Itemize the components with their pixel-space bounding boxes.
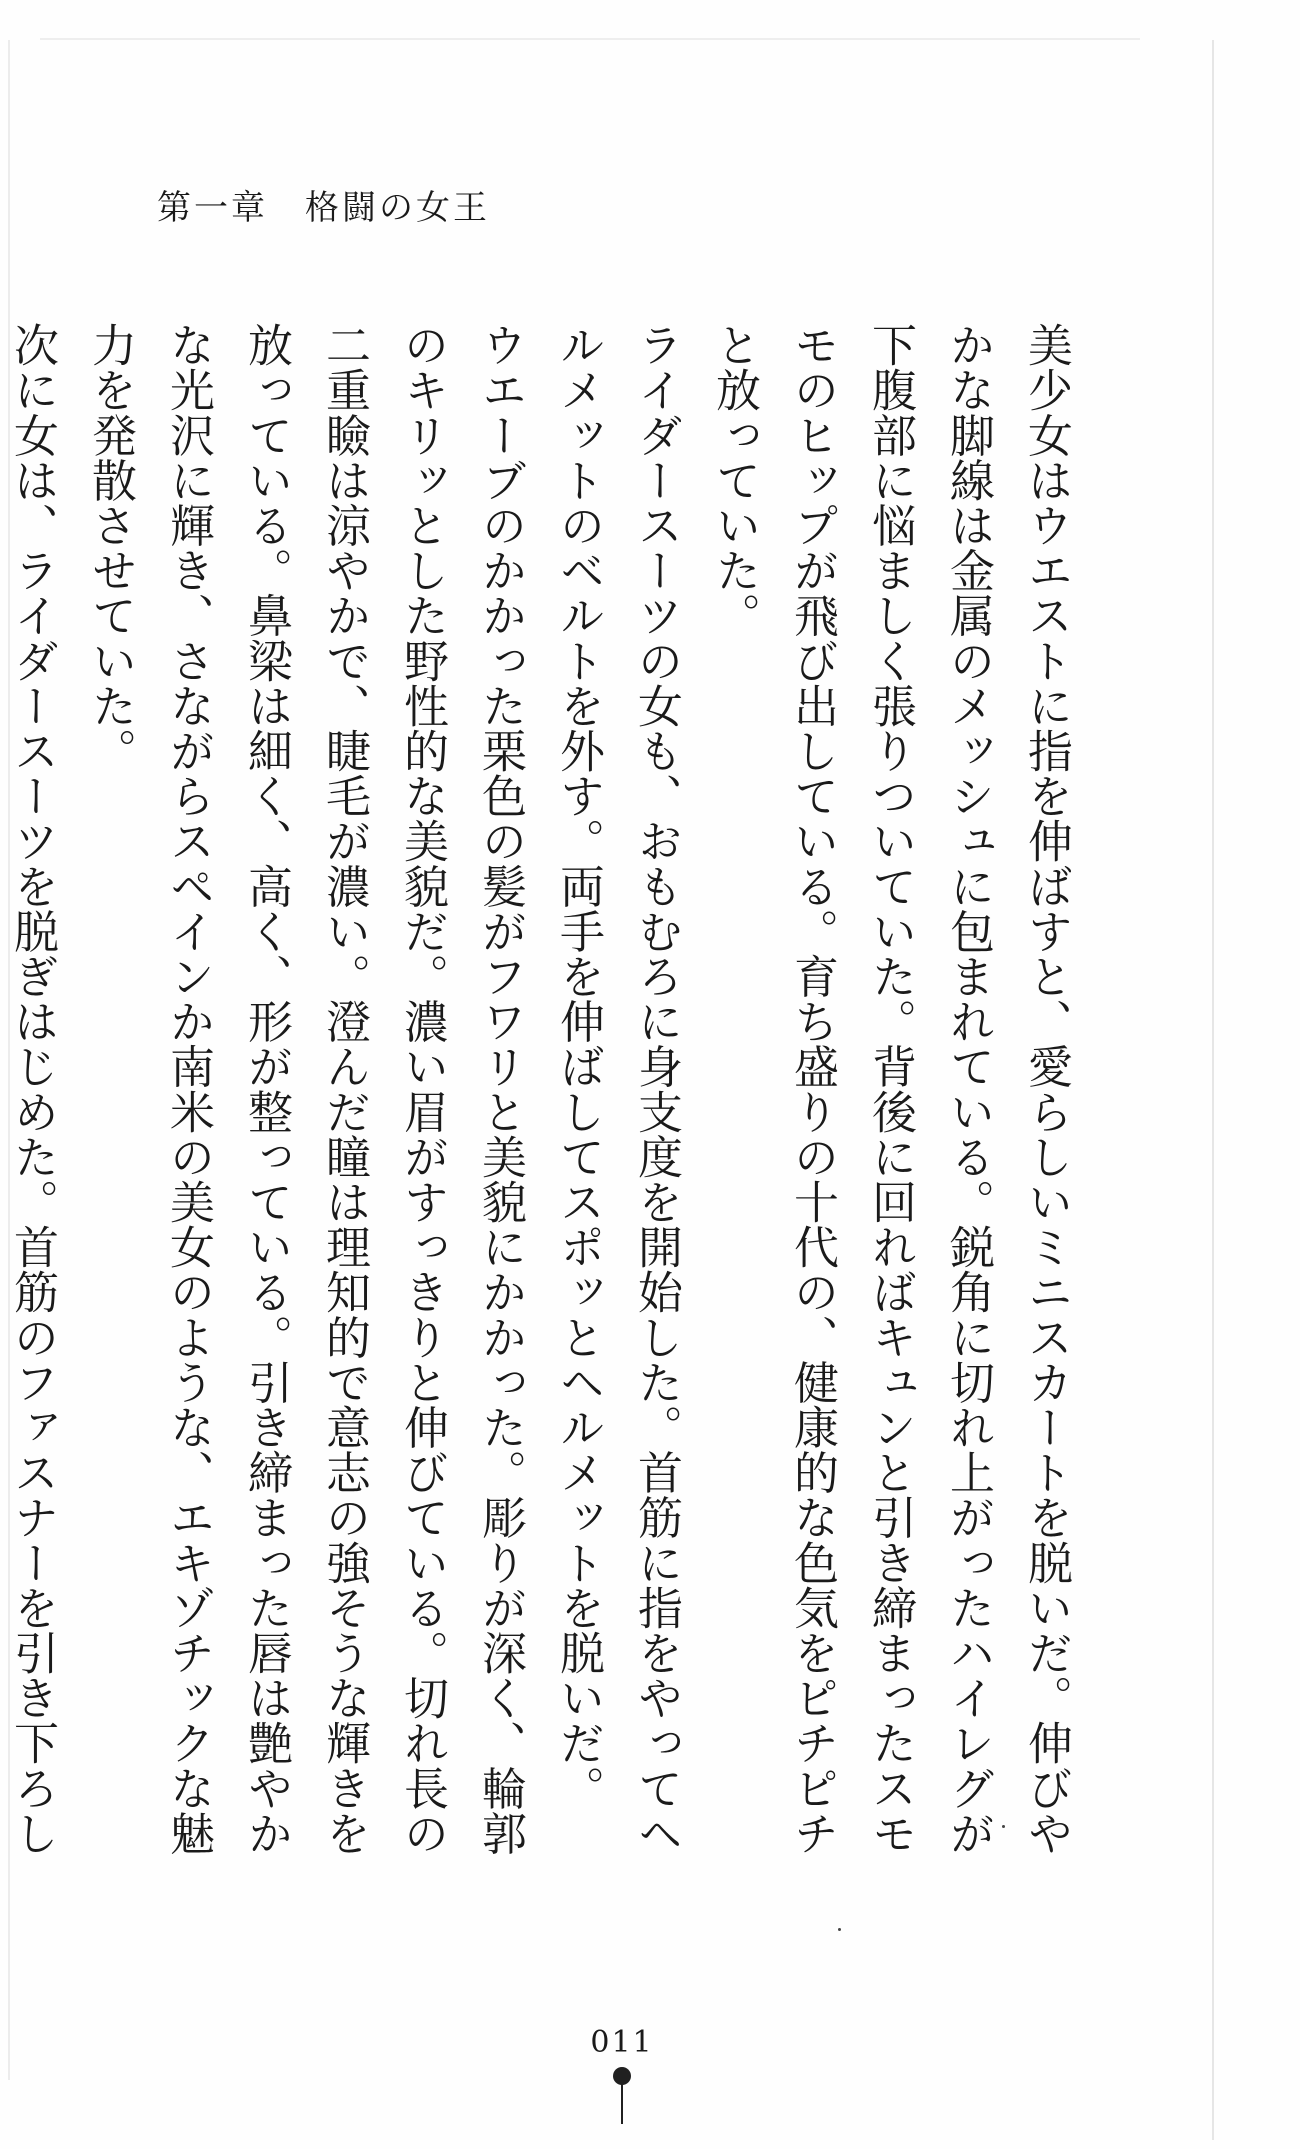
paragraph: ウエーブのかかった栗色の髪がフワリと美貌にかかった。彫りが深く、輪郭のキリッとした野性的な美貌だ。濃い眉がすっきりと伸びている。切れ長の二重瞼は涼やかで、睫毛が濃い。澄んだ瞳は理知的で意志の強そうな輝きを放っている。鼻梁は細く、高く、形が整っている。引き締まった唇は艶やかな光沢に輝き、さながらスペインか南米の美女のような、エキゾチックな魅力を発散させていた。 <box>84 322 527 1856</box>
body-text <box>6 322 1085 1877</box>
page-marker-dot-icon <box>613 2067 631 2085</box>
scan-edge-right <box>1212 40 1214 2140</box>
paragraph: 美少女はウエストに指を伸ばすと、愛らしいミニスカートを脱いだ。伸びやかな脚線は金属のメッシュに包まれている。鋭角に切れ上がったハイレグが下腹部に悩ましく張りついていた。背後に回ればキュンと引き締まったスモモのヒップが飛び出している。育ち盛りの十代の、健康的な色気をピチピチと放っていた。 <box>708 322 1073 1856</box>
scan-edge-top <box>40 38 1140 40</box>
paragraph: 次に女は、ライダースーツを脱ぎはじめた。首筋のファスナーを引き下ろし <box>6 322 59 1856</box>
scan-speck <box>1002 1825 1005 1828</box>
page-number: 011 <box>590 2025 654 2060</box>
scan-speck <box>838 1928 841 1931</box>
chapter-header: 第一章 格闘の女王 <box>157 188 490 228</box>
page-marker-stem <box>621 2084 623 2124</box>
paragraph: ライダースーツの女も、おもむろに身支度を開始した。首筋に指をやってヘルメットのベルトを外す。両手を伸ばしてスポッとヘルメットを脱いだ。 <box>552 322 683 1856</box>
